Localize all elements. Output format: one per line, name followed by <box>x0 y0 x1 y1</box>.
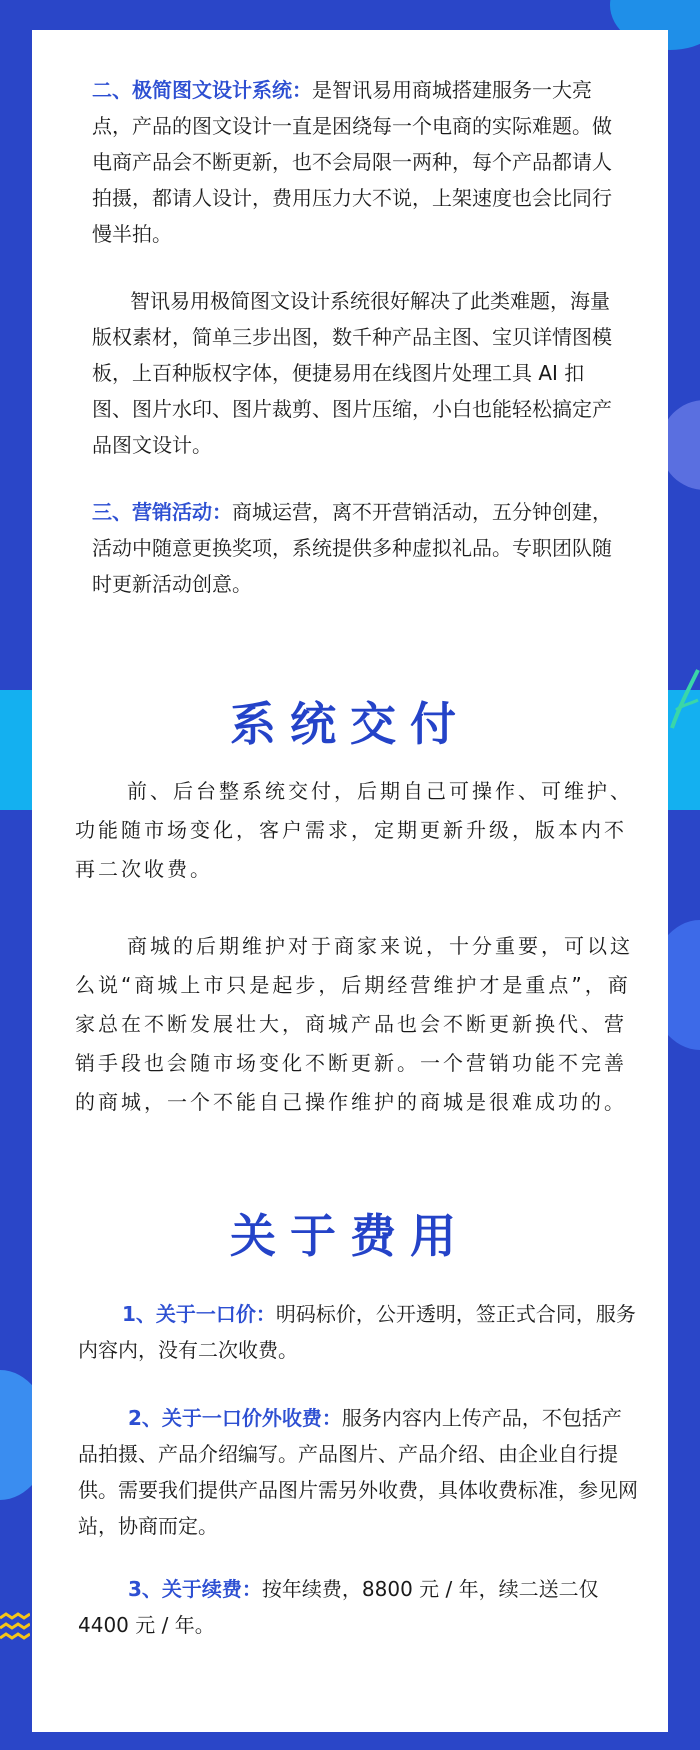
delivery-title: 系统交付 <box>230 697 470 751</box>
fee-item-2 <box>78 1400 638 1544</box>
marketing-body: 商城运营，离不开营销活动，五分钟创建，活动中随意更换奖项，系统提供多种虚拟礼品。专职团队随时更新活动创意。 <box>92 500 612 596</box>
fees-title: 关于费用 <box>230 1209 470 1263</box>
fee-item-3 <box>78 1571 638 1643</box>
design-system-detail-paragraph: 智讯易用极简图文设计系统很好解决了此类难题，海量版权素材，简单三步出图，数千种产品主图、宝贝详情图模板，上百种版权字体，便捷易用在线图片处理工具 AI 扣图、图片水印、图片裁剪、图片压缩，小白也能轻松搞定产品图文设计。 <box>92 289 612 457</box>
marketing-heading: 三、营销活动： <box>92 500 232 524</box>
design-system-paragraph <box>92 72 612 252</box>
fee-item-1 <box>78 1296 638 1368</box>
marketing-paragraph <box>92 494 612 602</box>
fee-item-3-heading: 3、关于续费： <box>128 1577 262 1601</box>
fee-item-2-body: 服务内容内上传产品，不包括产品拍摄、产品介绍编写。产品图片、产品介绍、由企业自行提供。需要我们提供产品图片需另外收费，具体收费标准，参见网站，协商而定。 <box>78 1406 638 1538</box>
fee-item-1-body: 明码标价，公开透明，签正式合同，服务内容内，没有二次收费。 <box>78 1302 636 1362</box>
fee-item-1-heading: 1、关于一口价： <box>122 1302 276 1326</box>
design-system-body: 是智讯易用商城搭建服务一大亮点，产品的图文设计一直是困绕每一个电商的实际难题。做电商产品会不断更新，也不会局限一两种，每个产品都请人拍摄，都请人设计，费用压力大不说，上架速度也会比同行慢半拍。 <box>92 78 612 246</box>
fee-item-2-heading: 2、关于一口价外收费： <box>128 1406 342 1430</box>
leaf-decoration <box>668 660 700 730</box>
design-system-heading: 二、极简图文设计系统： <box>92 78 312 102</box>
fee-item-3-body: 按年续费，8800 元 / 年，续二送二仅4400 元 / 年。 <box>78 1577 599 1637</box>
zigzag-decoration <box>0 1612 30 1652</box>
delivery-paragraph-1: 前、后台整系统交付，后期自己可操作、可维护、功能随市场变化，客户需求，定期更新升级，版本内不再二次收费。 <box>75 779 633 881</box>
delivery-paragraph-2: 商城的后期维护对于商家来说，十分重要，可以这么说“商城上市只是起步，后期经营维护才是重点”，商家总在不断发展壮大，商城产品也会不断更新换代、营销手段也会随市场变化不断更新。一个营销功能不完善的商城，一个不能自己操作维护的商城是很难成功的。 <box>75 934 633 1114</box>
